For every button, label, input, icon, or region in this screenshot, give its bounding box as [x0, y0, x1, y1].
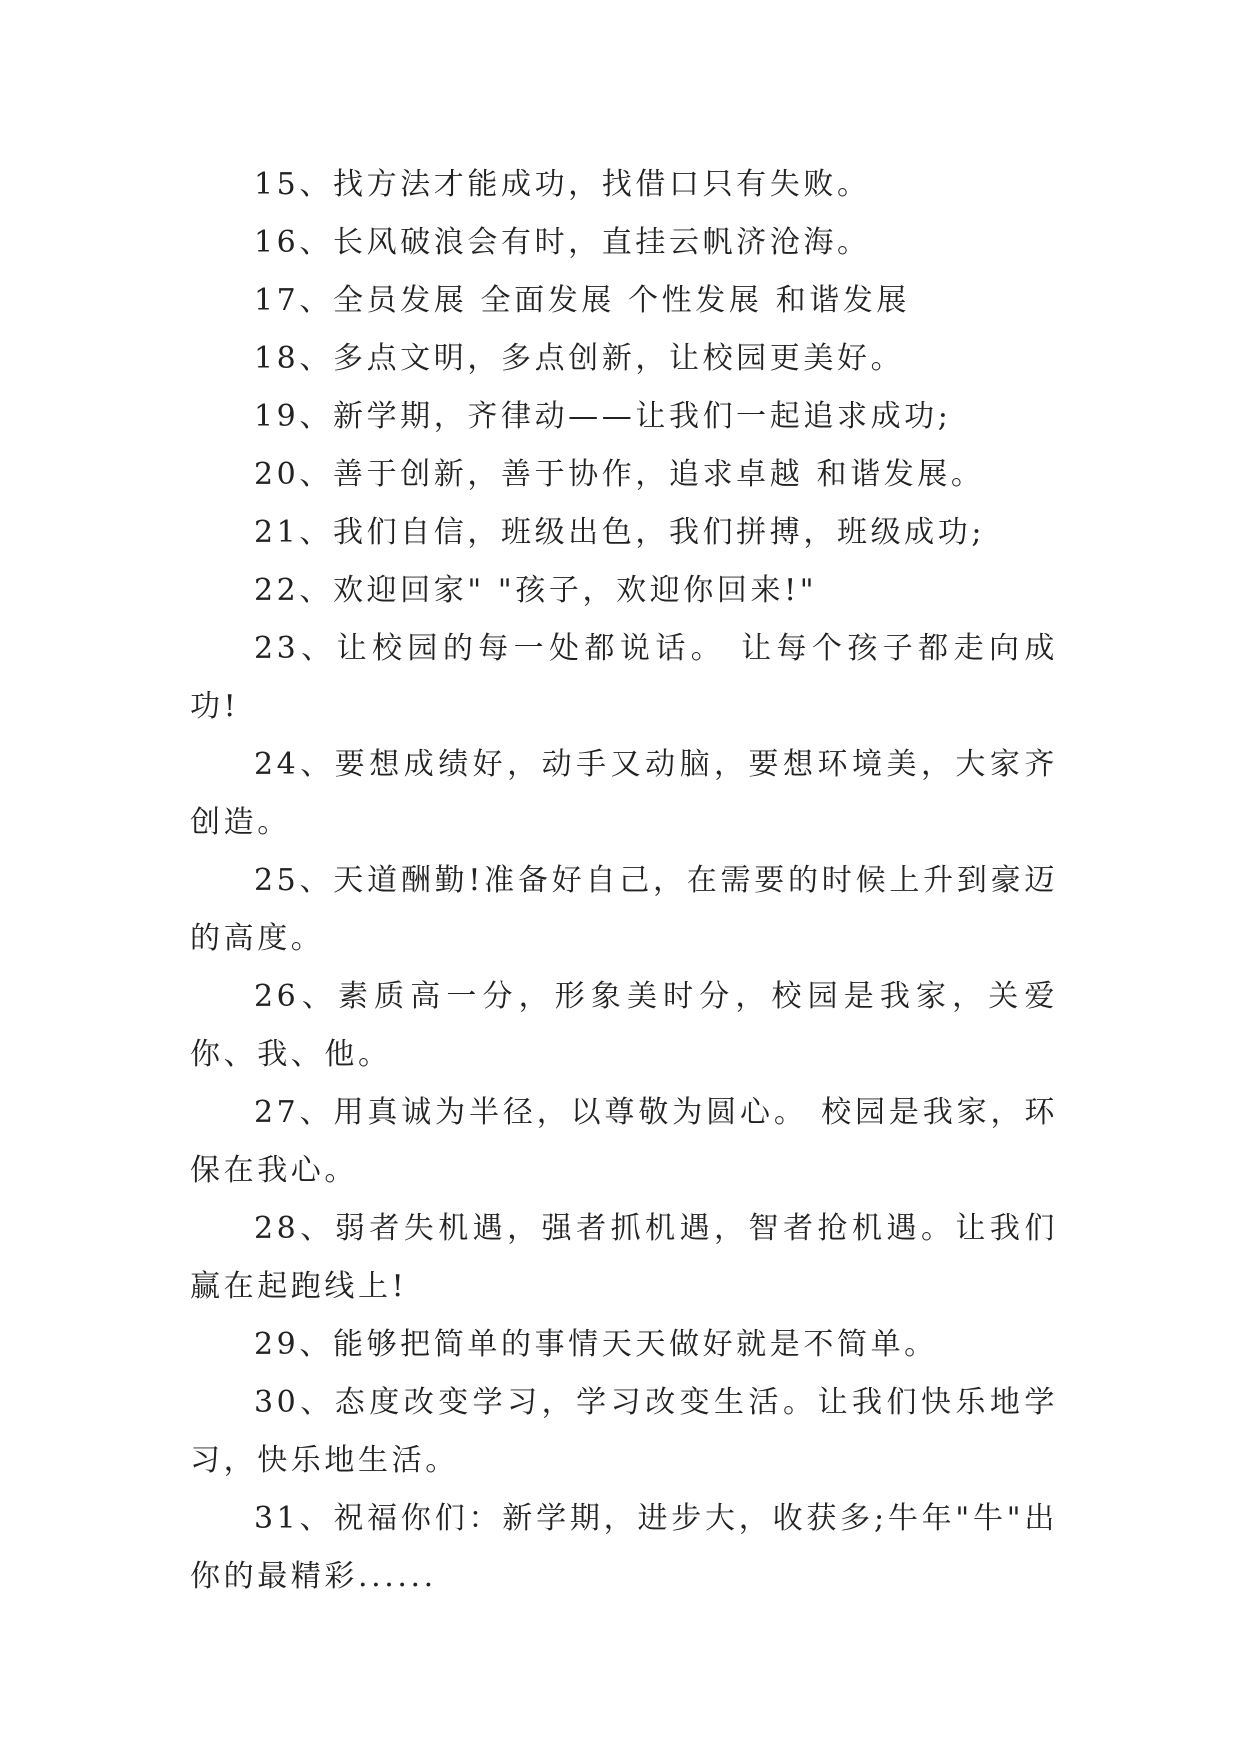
paragraph-20: 20、善于创新，善于协作，追求卓越 和谐发展。: [254, 457, 985, 492]
paragraph-28: 28、弱者失机遇，强者抓机遇，智者抢机遇。让我们赢在起跑线上!: [190, 1211, 1058, 1304]
paragraph-30: 30、态度改变学习，学习改变生活。让我们快乐地学习，快乐地生活。: [190, 1385, 1058, 1478]
paragraph-22: 22、欢迎回家" "孩子，欢迎你回来!": [254, 573, 818, 608]
document-body: [190, 156, 1058, 1606]
paragraph-21: 21、我们自信，班级出色，我们拼搏，班级成功;: [254, 515, 986, 550]
paragraph-23: 23、让校园的每一处都说话。 让每个孩子都走向成功!: [190, 631, 1058, 724]
paragraph-31: 31、祝福你们：新学期，进步大，收获多;牛年"牛"出你的最精彩......: [190, 1501, 1058, 1594]
paragraph-18: 18、多点文明，多点创新，让校园更美好。: [254, 341, 905, 376]
paragraph-15: 15、找方法才能成功，找借口只有失败。: [254, 167, 871, 202]
paragraph-19: 19、新学期，齐律动——让我们一起追求成功;: [254, 399, 952, 434]
paragraph-25: 25、天道酬勤!准备好自己，在需要的时候上升到豪迈的高度。: [190, 863, 1058, 956]
paragraph-26: 26、素质高一分，形象美时分，校园是我家，关爱你、我、他。: [190, 979, 1058, 1072]
paragraph-27: 27、用真诚为半径，以尊敬为圆心。 校园是我家，环保在我心。: [190, 1095, 1058, 1188]
paragraph-29: 29、能够把简单的事情天天做好就是不简单。: [254, 1327, 938, 1362]
paragraph-17: 17、全员发展 全面发展 个性发展 和谐发展: [254, 283, 910, 318]
paragraph-24: 24、要想成绩好，动手又动脑，要想环境美，大家齐创造。: [190, 747, 1058, 840]
paragraph-16: 16、长风破浪会有时，直挂云帆济沧海。: [254, 225, 871, 260]
